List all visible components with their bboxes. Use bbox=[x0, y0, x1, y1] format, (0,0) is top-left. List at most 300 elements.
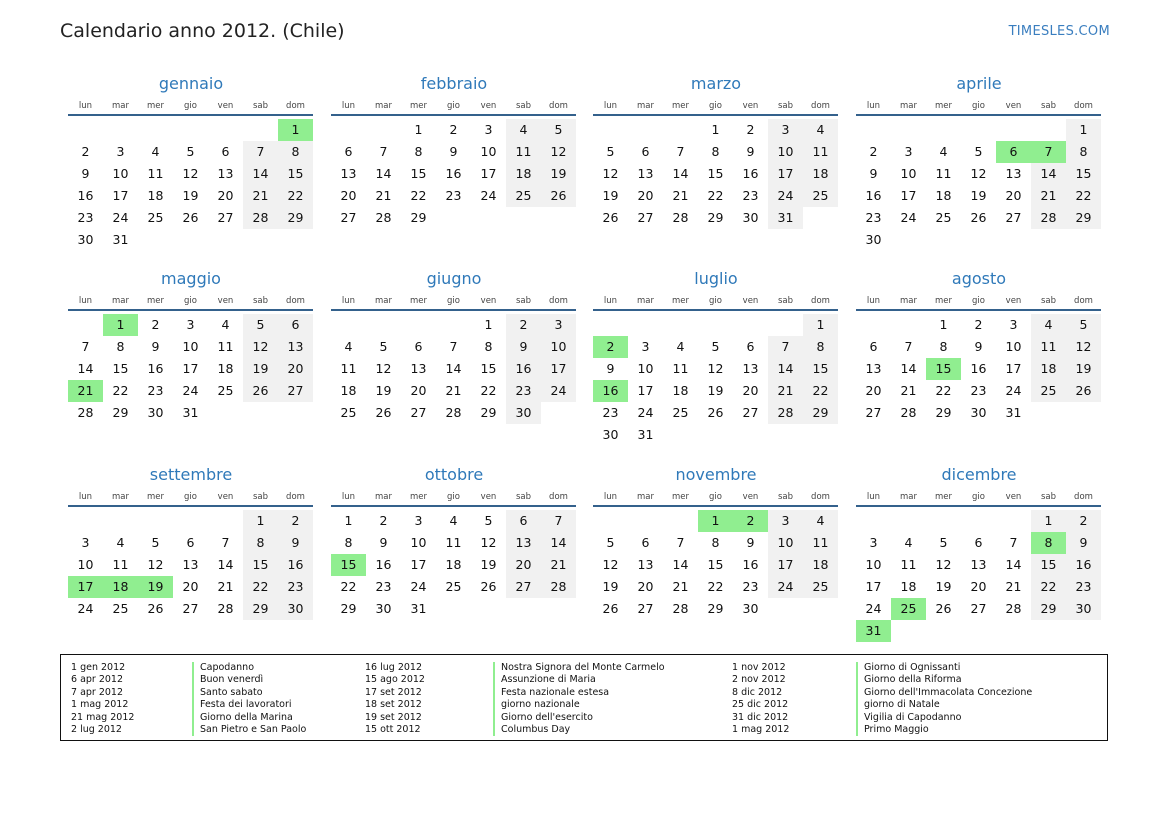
weekday-header bbox=[856, 293, 1102, 309]
day-cell: 21 bbox=[672, 188, 689, 203]
day-cell: 27 bbox=[1005, 210, 1022, 225]
holiday-day-cell: 15 bbox=[331, 554, 366, 576]
empty-cell bbox=[243, 119, 278, 141]
holiday-day-cell: 17 bbox=[68, 576, 103, 598]
month-name: dicembre bbox=[941, 465, 1017, 484]
empty-cell bbox=[996, 119, 1031, 141]
day-cell: 1 bbox=[803, 314, 838, 336]
weekday-header bbox=[856, 98, 1102, 114]
legend-date: 1 nov 2012 bbox=[732, 662, 786, 673]
day-cell: 23 bbox=[970, 383, 987, 398]
empty-cell bbox=[628, 119, 663, 141]
day-cell: 28 bbox=[375, 210, 392, 225]
day-cell: 26 bbox=[602, 210, 619, 225]
day-cell: 11 bbox=[112, 557, 129, 572]
day-cell: 28 bbox=[445, 405, 462, 420]
legend-holiday-name: Capodanno bbox=[200, 662, 255, 673]
day-cell: 2 bbox=[379, 513, 388, 528]
day-cell: 10 bbox=[637, 361, 654, 376]
day-cell: 21 bbox=[1005, 579, 1022, 594]
day-cell: 4 bbox=[803, 510, 838, 532]
day-cell: 8 bbox=[1066, 141, 1101, 163]
day-grid bbox=[331, 119, 577, 229]
month-name: luglio bbox=[694, 269, 738, 288]
weekday-label: ven bbox=[1005, 296, 1022, 306]
day-cell: 22 bbox=[243, 576, 278, 598]
day-cell: 25 bbox=[935, 210, 952, 225]
day-cell: 11 bbox=[445, 535, 462, 550]
day-cell: 12 bbox=[602, 166, 619, 181]
day-cell: 8 bbox=[939, 339, 948, 354]
weekday-label: gio bbox=[184, 492, 197, 502]
day-cell: 10 bbox=[768, 532, 803, 554]
weekday-label: gio bbox=[447, 296, 460, 306]
month-name: settembre bbox=[149, 465, 233, 484]
day-cell: 11 bbox=[900, 557, 917, 572]
holiday-day-cell: 15 bbox=[926, 358, 961, 380]
month-divider bbox=[68, 309, 313, 311]
day-cell: 22 bbox=[803, 380, 838, 402]
day-grid bbox=[593, 119, 839, 229]
weekday-label: mar bbox=[112, 296, 129, 306]
weekday-label: dom bbox=[1074, 296, 1093, 306]
legend-separator bbox=[192, 662, 194, 736]
day-cell: 24 bbox=[637, 405, 654, 420]
holiday-day-cell: 1 bbox=[278, 119, 313, 141]
month-divider bbox=[593, 309, 838, 311]
day-cell: 23 bbox=[1066, 576, 1101, 598]
weekday-label: gio bbox=[709, 296, 722, 306]
month-divider bbox=[68, 114, 313, 116]
day-cell: 22 bbox=[340, 579, 357, 594]
day-cell: 23 bbox=[147, 383, 164, 398]
day-cell: 21 bbox=[243, 185, 278, 207]
day-cell: 18 bbox=[445, 557, 462, 572]
day-cell: 3 bbox=[1009, 317, 1018, 332]
day-cell: 31 bbox=[410, 601, 427, 616]
legend-holiday-name: San Pietro e San Paolo bbox=[200, 724, 307, 736]
day-cell: 24 bbox=[768, 185, 803, 207]
day-cell: 10 bbox=[112, 166, 129, 181]
empty-cell bbox=[68, 314, 103, 336]
weekday-label: ven bbox=[480, 492, 497, 502]
day-cell: 16 bbox=[742, 557, 759, 572]
day-cell: 19 bbox=[243, 358, 278, 380]
day-cell: 23 bbox=[742, 188, 759, 203]
legend-holiday-name: Columbus Day bbox=[501, 724, 571, 736]
month-name: novembre bbox=[675, 465, 757, 484]
day-cell: 21 bbox=[672, 579, 689, 594]
day-cell: 16 bbox=[445, 166, 462, 181]
day-cell: 23 bbox=[865, 210, 882, 225]
weekday-label: sab bbox=[777, 492, 794, 502]
legend-date: 17 set 2012 bbox=[365, 686, 422, 698]
day-cell: 21 bbox=[445, 383, 462, 398]
legend-names-col-2 bbox=[501, 662, 665, 736]
empty-cell bbox=[856, 510, 891, 532]
day-cell: 4 bbox=[904, 535, 913, 550]
weekday-header bbox=[856, 489, 1102, 505]
day-cell: 30 bbox=[375, 601, 392, 616]
day-cell: 8 bbox=[278, 141, 313, 163]
day-cell: 27 bbox=[182, 601, 199, 616]
empty-cell bbox=[68, 119, 103, 141]
weekday-label: dom bbox=[811, 101, 830, 111]
day-cell: 30 bbox=[1066, 598, 1101, 620]
day-cell: 21 bbox=[541, 554, 576, 576]
day-cell: 21 bbox=[900, 383, 917, 398]
legend-separator bbox=[493, 662, 495, 736]
day-cell: 12 bbox=[1066, 336, 1101, 358]
day-cell: 9 bbox=[151, 339, 160, 354]
month-settembre bbox=[68, 465, 314, 620]
legend-holiday-name: Giorno di Ognissanti bbox=[864, 662, 961, 673]
day-cell: 27 bbox=[506, 576, 541, 598]
day-cell: 20 bbox=[742, 383, 759, 398]
day-cell: 27 bbox=[742, 405, 759, 420]
weekday-label: dom bbox=[1074, 101, 1093, 111]
day-cell: 3 bbox=[414, 513, 423, 528]
day-grid bbox=[593, 510, 839, 620]
day-cell: 17 bbox=[900, 188, 917, 203]
weekday-label: dom bbox=[286, 492, 305, 502]
day-cell: 3 bbox=[186, 317, 195, 332]
weekday-label: mar bbox=[900, 296, 917, 306]
day-cell: 20 bbox=[340, 188, 357, 203]
day-cell: 9 bbox=[449, 144, 458, 159]
weekday-label: mar bbox=[637, 101, 654, 111]
legend-separator bbox=[856, 662, 858, 736]
holiday-day-cell: 25 bbox=[891, 598, 926, 620]
month-febbraio bbox=[331, 74, 577, 229]
weekday-label: sab bbox=[252, 101, 269, 111]
day-cell: 14 bbox=[445, 361, 462, 376]
day-cell: 5 bbox=[541, 119, 576, 141]
day-cell: 12 bbox=[375, 361, 392, 376]
day-cell: 25 bbox=[147, 210, 164, 225]
day-cell: 15 bbox=[112, 361, 129, 376]
day-cell: 1 bbox=[484, 317, 493, 332]
day-cell: 18 bbox=[340, 383, 357, 398]
day-cell: 23 bbox=[77, 210, 94, 225]
day-cell: 24 bbox=[865, 601, 882, 616]
day-cell: 4 bbox=[116, 535, 125, 550]
weekday-label: mer bbox=[671, 296, 689, 306]
day-cell: 14 bbox=[541, 532, 576, 554]
weekday-label: ven bbox=[480, 296, 497, 306]
legend-date: 8 dic 2012 bbox=[732, 686, 783, 698]
day-cell: 6 bbox=[746, 339, 755, 354]
day-cell: 2 bbox=[151, 317, 160, 332]
day-cell: 3 bbox=[81, 535, 90, 550]
legend-date: 15 ago 2012 bbox=[365, 674, 425, 686]
empty-cell bbox=[208, 510, 243, 532]
weekday-label: mer bbox=[409, 296, 427, 306]
day-cell: 13 bbox=[182, 557, 199, 572]
day-cell: 28 bbox=[672, 601, 689, 616]
day-grid bbox=[331, 510, 577, 620]
weekday-label: ven bbox=[217, 101, 234, 111]
legend-date: 25 dic 2012 bbox=[732, 699, 789, 711]
day-cell: 31 bbox=[768, 207, 803, 229]
day-cell: 10 bbox=[900, 166, 917, 181]
day-cell: 24 bbox=[112, 210, 129, 225]
empty-cell bbox=[331, 119, 366, 141]
legend-holiday-name: Festa dei lavoratori bbox=[200, 699, 292, 711]
day-cell: 28 bbox=[541, 576, 576, 598]
day-cell: 11 bbox=[506, 141, 541, 163]
month-divider bbox=[593, 505, 838, 507]
day-cell: 8 bbox=[484, 339, 493, 354]
day-cell: 8 bbox=[116, 339, 125, 354]
day-cell: 7 bbox=[221, 535, 230, 550]
day-cell: 31 bbox=[637, 427, 654, 442]
weekday-label: mar bbox=[637, 492, 654, 502]
day-cell: 6 bbox=[506, 510, 541, 532]
day-cell: 16 bbox=[970, 361, 987, 376]
month-divider bbox=[856, 505, 1101, 507]
day-cell: 26 bbox=[182, 210, 199, 225]
empty-cell bbox=[1031, 119, 1066, 141]
weekday-label: mer bbox=[671, 101, 689, 111]
day-cell: 1 bbox=[1066, 119, 1101, 141]
weekday-header bbox=[68, 293, 314, 309]
legend-dates-col-2 bbox=[365, 662, 425, 736]
day-cell: 30 bbox=[602, 427, 619, 442]
day-cell: 20 bbox=[970, 579, 987, 594]
day-cell: 29 bbox=[410, 210, 427, 225]
day-cell: 13 bbox=[506, 532, 541, 554]
holiday-day-cell: 19 bbox=[138, 576, 173, 598]
day-cell: 6 bbox=[221, 144, 230, 159]
empty-cell bbox=[698, 314, 733, 336]
day-cell: 30 bbox=[506, 402, 541, 424]
empty-cell bbox=[856, 119, 891, 141]
day-cell: 30 bbox=[865, 232, 882, 247]
day-cell: 29 bbox=[278, 207, 313, 229]
day-cell: 6 bbox=[974, 535, 983, 550]
day-cell: 4 bbox=[506, 119, 541, 141]
day-cell: 30 bbox=[77, 232, 94, 247]
empty-cell bbox=[593, 314, 628, 336]
day-cell: 30 bbox=[278, 598, 313, 620]
day-cell: 6 bbox=[641, 535, 650, 550]
holiday-day-cell: 7 bbox=[1031, 141, 1066, 163]
weekday-label: ven bbox=[1005, 101, 1022, 111]
empty-cell bbox=[593, 510, 628, 532]
day-cell: 19 bbox=[541, 163, 576, 185]
day-cell: 16 bbox=[77, 188, 94, 203]
day-cell: 14 bbox=[768, 358, 803, 380]
day-cell: 19 bbox=[1066, 358, 1101, 380]
weekday-header bbox=[593, 293, 839, 309]
day-cell: 29 bbox=[243, 598, 278, 620]
day-cell: 18 bbox=[1031, 358, 1066, 380]
day-cell: 9 bbox=[379, 535, 388, 550]
day-cell: 17 bbox=[768, 554, 803, 576]
day-cell: 10 bbox=[77, 557, 94, 572]
weekday-label: gio bbox=[972, 492, 985, 502]
day-cell: 12 bbox=[602, 557, 619, 572]
holiday-day-cell: 8 bbox=[1031, 532, 1066, 554]
day-cell: 5 bbox=[1066, 314, 1101, 336]
weekday-header bbox=[331, 98, 577, 114]
day-cell: 13 bbox=[1005, 166, 1022, 181]
weekday-header bbox=[593, 489, 839, 505]
day-cell: 8 bbox=[711, 535, 720, 550]
legend-date: 16 lug 2012 bbox=[365, 662, 422, 673]
day-cell: 14 bbox=[1031, 163, 1066, 185]
day-cell: 9 bbox=[1066, 532, 1101, 554]
day-cell: 8 bbox=[414, 144, 423, 159]
weekday-label: sab bbox=[515, 101, 532, 111]
day-cell: 9 bbox=[606, 361, 615, 376]
empty-cell bbox=[628, 510, 663, 532]
day-cell: 11 bbox=[1031, 336, 1066, 358]
day-cell: 5 bbox=[711, 339, 720, 354]
legend-date: 18 set 2012 bbox=[365, 699, 422, 711]
day-cell: 10 bbox=[480, 144, 497, 159]
weekday-label: ven bbox=[1005, 492, 1022, 502]
day-cell: 30 bbox=[970, 405, 987, 420]
day-cell: 5 bbox=[606, 535, 615, 550]
day-cell: 1 bbox=[711, 122, 720, 137]
day-cell: 27 bbox=[865, 405, 882, 420]
day-cell: 6 bbox=[278, 314, 313, 336]
day-cell: 24 bbox=[900, 210, 917, 225]
weekday-label: gio bbox=[184, 296, 197, 306]
day-cell: 13 bbox=[970, 557, 987, 572]
empty-cell bbox=[768, 314, 803, 336]
day-cell: 24 bbox=[182, 383, 199, 398]
day-cell: 8 bbox=[711, 144, 720, 159]
holiday-day-cell: 18 bbox=[103, 576, 138, 598]
holiday-day-cell: 6 bbox=[996, 141, 1031, 163]
weekday-label: lun bbox=[341, 101, 356, 111]
day-cell: 17 bbox=[410, 557, 427, 572]
day-cell: 10 bbox=[1005, 339, 1022, 354]
day-cell: 8 bbox=[243, 532, 278, 554]
empty-cell bbox=[926, 119, 961, 141]
day-cell: 25 bbox=[672, 405, 689, 420]
day-cell: 26 bbox=[602, 601, 619, 616]
day-cell: 26 bbox=[541, 185, 576, 207]
holiday-day-cell: 2 bbox=[593, 336, 628, 358]
month-name: gennaio bbox=[158, 74, 224, 93]
day-cell: 18 bbox=[217, 361, 234, 376]
month-divider bbox=[593, 114, 838, 116]
day-cell: 2 bbox=[869, 144, 878, 159]
day-cell: 28 bbox=[243, 207, 278, 229]
day-cell: 27 bbox=[410, 405, 427, 420]
day-cell: 28 bbox=[1005, 601, 1022, 616]
weekday-label: gio bbox=[184, 101, 197, 111]
month-name: agosto bbox=[951, 269, 1007, 288]
day-cell: 25 bbox=[1031, 380, 1066, 402]
day-cell: 10 bbox=[182, 339, 199, 354]
legend-date: 19 set 2012 bbox=[365, 711, 422, 723]
day-cell: 9 bbox=[506, 336, 541, 358]
day-cell: 5 bbox=[939, 535, 948, 550]
weekday-label: mar bbox=[900, 101, 917, 111]
day-cell: 4 bbox=[676, 339, 685, 354]
day-cell: 12 bbox=[147, 557, 164, 572]
day-cell: 12 bbox=[970, 166, 987, 181]
weekday-label: sab bbox=[515, 492, 532, 502]
day-cell: 14 bbox=[1005, 557, 1022, 572]
month-name: aprile bbox=[956, 74, 1002, 93]
day-cell: 6 bbox=[414, 339, 423, 354]
day-cell: 20 bbox=[637, 188, 654, 203]
weekday-label: sab bbox=[1040, 296, 1057, 306]
day-cell: 1 bbox=[243, 510, 278, 532]
legend-names-col-3 bbox=[864, 662, 1032, 736]
weekday-label: ven bbox=[742, 296, 759, 306]
weekday-header bbox=[68, 98, 314, 114]
day-cell: 2 bbox=[449, 122, 458, 137]
day-cell: 12 bbox=[541, 141, 576, 163]
day-cell: 28 bbox=[1031, 207, 1066, 229]
weekday-label: dom bbox=[1074, 492, 1093, 502]
weekday-label: lun bbox=[341, 296, 356, 306]
day-cell: 25 bbox=[445, 579, 462, 594]
day-cell: 20 bbox=[865, 383, 882, 398]
legend-date: 7 apr 2012 bbox=[71, 686, 124, 698]
day-cell: 14 bbox=[672, 166, 689, 181]
day-cell: 9 bbox=[869, 166, 878, 181]
month-maggio bbox=[68, 269, 314, 424]
brand-link[interactable]: TIMESLES.COM bbox=[1008, 24, 1110, 39]
holiday-day-cell: 16 bbox=[593, 380, 628, 402]
empty-cell bbox=[173, 510, 208, 532]
day-cell: 20 bbox=[637, 579, 654, 594]
weekday-label: dom bbox=[811, 492, 830, 502]
day-cell: 16 bbox=[1066, 554, 1101, 576]
day-cell: 12 bbox=[707, 361, 724, 376]
day-cell: 13 bbox=[637, 166, 654, 181]
day-cell: 31 bbox=[1005, 405, 1022, 420]
empty-cell bbox=[331, 314, 366, 336]
empty-cell bbox=[138, 510, 173, 532]
day-cell: 29 bbox=[112, 405, 129, 420]
legend-holiday-name: giorno nazionale bbox=[501, 699, 580, 711]
day-cell: 28 bbox=[217, 601, 234, 616]
legend-date: 1 gen 2012 bbox=[71, 662, 126, 673]
legend-dates-col-3 bbox=[732, 662, 789, 736]
day-cell: 23 bbox=[375, 579, 392, 594]
month-giugno bbox=[331, 269, 577, 424]
day-cell: 26 bbox=[1066, 380, 1101, 402]
legend-holiday-name: Giorno dell'esercito bbox=[501, 711, 593, 723]
day-cell: 9 bbox=[278, 532, 313, 554]
day-cell: 30 bbox=[742, 601, 759, 616]
day-cell: 26 bbox=[970, 210, 987, 225]
day-cell: 9 bbox=[746, 144, 755, 159]
day-cell: 2 bbox=[81, 144, 90, 159]
month-name: giugno bbox=[426, 269, 482, 288]
weekday-label: mer bbox=[146, 101, 164, 111]
day-cell: 21 bbox=[1031, 185, 1066, 207]
day-cell: 11 bbox=[340, 361, 357, 376]
day-cell: 7 bbox=[676, 144, 685, 159]
empty-cell bbox=[436, 314, 471, 336]
day-cell: 16 bbox=[506, 358, 541, 380]
day-cell: 22 bbox=[707, 188, 724, 203]
day-grid bbox=[856, 510, 1102, 642]
day-cell: 7 bbox=[243, 141, 278, 163]
day-cell: 26 bbox=[707, 405, 724, 420]
day-cell: 7 bbox=[904, 339, 913, 354]
